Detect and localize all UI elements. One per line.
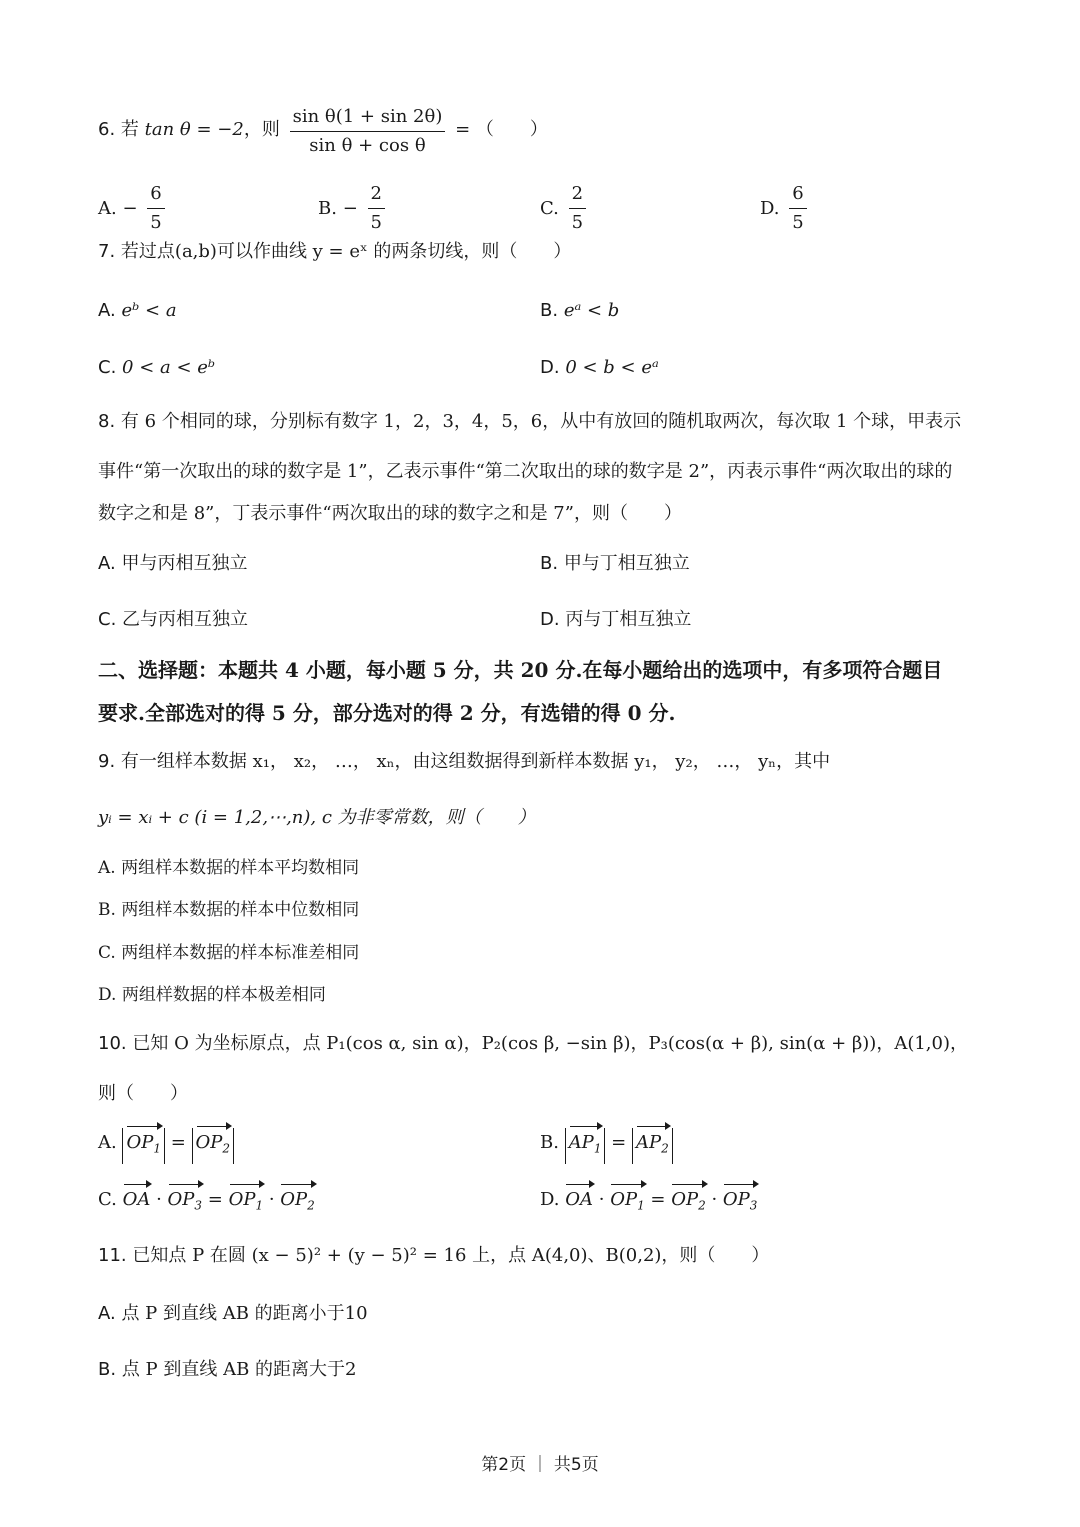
q8-option-a[interactable]: A. 甲与丙相互独立 [98,553,248,574]
q10-option-c[interactable]: C. OA · $OP_3 = OP_1 \cdot OP_2$ [98,1186,315,1220]
q8-option-c[interactable]: C. 乙与丙相互独立 [98,609,249,630]
question-11: 11. 已知点 P 在圆 (x − 5)² + (y − 5)² = 16 上，点 A(4,0)、B(0,2)，则（ ） [98,1245,770,1266]
q6-option-c[interactable]: C. $\frac{2}{5}$ [540,180,590,237]
question-number: 6. [98,119,116,140]
question-8-line-3: 数字之和是 8”，丁表示事件“两次取出的球的数字之和是 7”，则（ ） [98,503,682,524]
q9-option-c[interactable]: C. 两组样本数据的样本标准差相同 [98,943,360,963]
question-9-line-2: yᵢ = xᵢ + c (i = 1,2,⋯,n), c 为非零常数，则（ ） [98,807,536,828]
section-heading: 二、选择题：本题共 4 小题，每小题 5 分，共 20 分.在每小题给出的选项中，有多项符合题目 [98,658,943,682]
q11-option-b[interactable]: B. 点 P 到直线 AB 的距离大于2 [98,1359,357,1380]
q8-option-b[interactable]: B. 甲与丁相互独立 [540,553,690,574]
q7-option-c[interactable]: C. 0 < a < eᵇ [98,357,216,378]
q9-option-a[interactable]: A. 两组样本数据的样本平均数相同 [98,858,360,878]
question-9: 9. 有一组样本数据 x₁， x₂， …， xₙ，由这组数据得到新样本数据 y₁， y₂， …， yₙ，其中 [98,751,831,772]
question-8-line-2: 事件“第一次取出的球的数字是 1”，乙表示事件“第二次取出的球的数字是 2”，丙表示事件“两次取出的球的 [98,461,953,482]
q7-option-a[interactable]: A. eᵇ < a [98,300,177,321]
question-10-line-2: 则（ ） [98,1083,188,1104]
question-7: 7. 若过点(a,b)可以作曲线 y = eˣ 的两条切线，则（ ） [98,241,572,262]
section-heading-line-2: 要求.全部选对的得 5 分，部分选对的得 2 分，有选错的得 0 分. [98,701,676,725]
question-10: 10. 已知 O 为坐标原点，点 P₁(cos α, sin α)，P₂(cos β, −sin β)，P₃(cos(α + β), sin(α + β))，A(1,0)， [98,1033,968,1054]
q7-option-b[interactable]: B. eᵃ < b [540,300,620,321]
q8-option-d[interactable]: D. 丙与丁相互独立 [540,609,692,630]
fraction: $\frac{\text{sin θ(1 + sin 2θ)}}{\text{sin θ + cos θ}}$ [290,103,446,160]
question-8: 8. 有 6 个相同的球，分别标有数字 1，2，3，4，5，6，从中有放回的随机取两次，每次取 1 个球，甲表示 [98,411,962,432]
q6-option-a[interactable]: A. − $\frac{6}{5}$ [98,180,169,237]
q6-option-d[interactable]: D. $\frac{6}{5}$ [760,180,811,237]
q9-option-d[interactable]: D. 两组样数据的样本极差相同 [98,985,326,1005]
q9-option-b[interactable]: B. 两组样本数据的样本中位数相同 [98,900,360,920]
q6-option-b[interactable]: B. − $\frac{2}{5}$ [318,180,389,237]
q10-option-b[interactable]: B. $AP_1 = AP_2$ [540,1128,673,1164]
q11-option-a[interactable]: A. 点 P 到直线 AB 的距离小于10 [98,1303,368,1324]
q10-option-a[interactable]: A. $OP_1 = OP_2$ [98,1128,234,1164]
question-6: 6. 若 tan θ = −2，则 $\frac{\text{sin θ(1 + sin 2θ)}}{\text{sin θ + cos θ}}$ = （ ） [98,103,990,160]
q10-option-d[interactable]: D. OA · $OP_1 = OP_2 \cdot OP_3$ [540,1186,757,1220]
page-footer: 第2页 ｜ 共5页 [481,1455,599,1475]
q7-option-d[interactable]: D. 0 < b < eᵃ [540,357,659,378]
